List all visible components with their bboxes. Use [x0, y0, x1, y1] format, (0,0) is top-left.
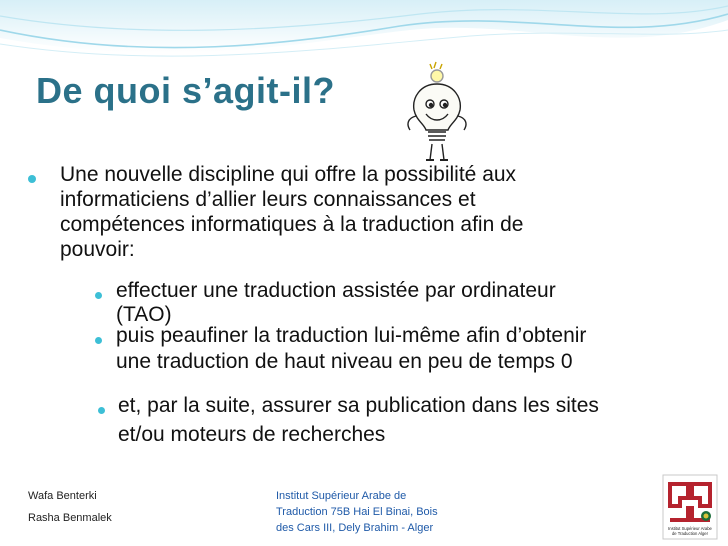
main-bullet-line: informaticiens d’allier leurs connaissances et — [60, 188, 476, 211]
footer-institution-line: Institut Supérieur Arabe de — [276, 490, 407, 502]
sub-bullet-line: effectuer une traduction assistée par ordinateur — [116, 279, 556, 302]
sub-bullet-line: et, par la suite, assurer sa publication dans les sites — [118, 394, 599, 417]
institute-logo-icon — [662, 474, 718, 540]
main-bullet-line: Une nouvelle discipline qui offre la possibilité aux — [60, 163, 517, 186]
footer-institution-line: Traduction 75B Hai El Binai, Bois — [276, 506, 438, 518]
lightbulb-character-icon — [400, 60, 474, 164]
sub-bullet-marker — [95, 337, 102, 344]
logo-caption-line: Institut Supérieur Arabe — [668, 526, 712, 531]
bullet-marker — [28, 175, 36, 183]
logo-caption-line: de Traduction Alger — [671, 531, 709, 536]
slide-title: De quoi s’agit-il? — [36, 70, 336, 111]
sub-bullet-marker — [95, 292, 102, 299]
sub-bullet-line: puis peaufiner la traduction lui-même afin d’obtenir — [116, 324, 587, 347]
footer-author: Rasha Benmalek — [28, 512, 112, 524]
main-bullet-line: compétences informatiques à la traduction afin de — [60, 213, 524, 236]
sub-bullet-line: et/ou moteurs de recherches — [118, 423, 386, 446]
sub-bullet-line: une traduction de haut niveau en peu de temps 0 — [116, 350, 573, 373]
main-bullet-line: pouvoir: — [60, 238, 135, 261]
sub-bullet-marker — [98, 407, 105, 414]
header-wave-decoration — [0, 0, 728, 70]
footer-institution-line: des Cars III, Dely Brahim - Alger — [276, 522, 434, 534]
sub-bullet-line: (TAO) — [116, 303, 172, 326]
footer-author: Wafa Benterki — [28, 490, 97, 502]
